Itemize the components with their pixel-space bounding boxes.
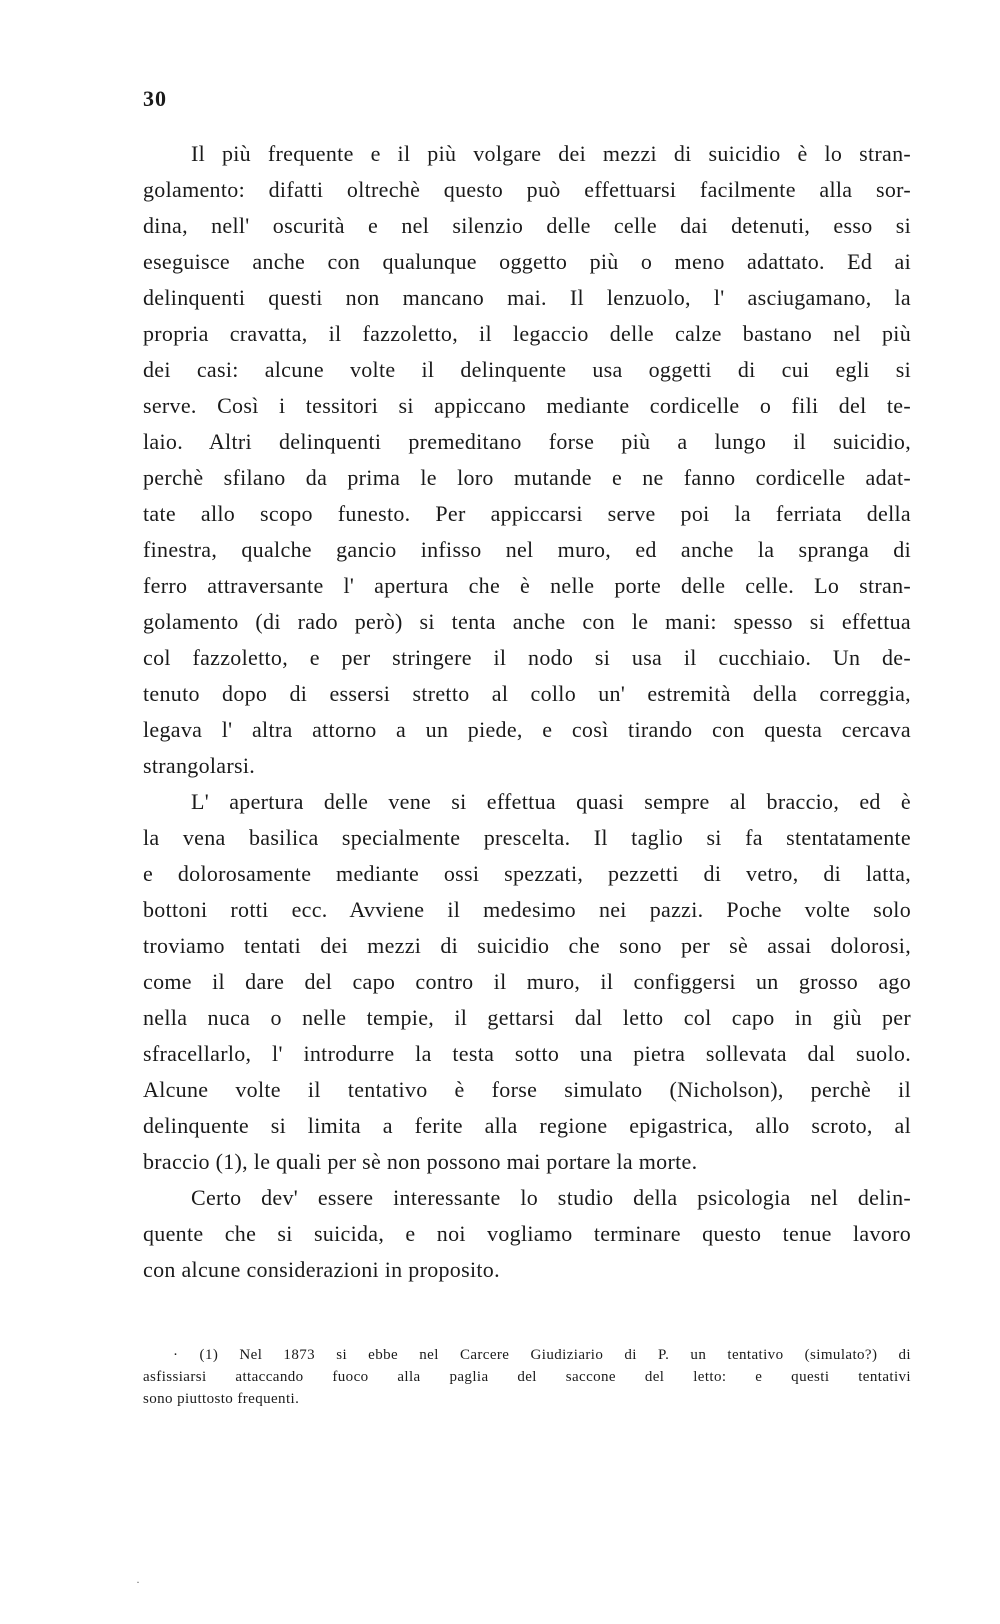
text-line: tenuto dopo di essersi stretto al collo un' estremità della correggia,: [143, 681, 911, 706]
text-line: Certo dev' essere interessante lo studio della psicologia nel delin-: [191, 1185, 911, 1210]
footnote-line: sono piuttosto frequenti.: [143, 1391, 300, 1407]
text-line: con alcune considerazioni in proposito.: [143, 1257, 500, 1282]
text-line: serve. Così i tessitori si appiccano mediante cordicelle o fili del te-: [143, 393, 911, 418]
text-line: laio. Altri delinquenti premeditano forse più a lungo il suicidio,: [143, 429, 911, 454]
text-line: bottoni rotti ecc. Avviene il medesimo nei pazzi. Poche volte solo: [143, 897, 911, 922]
text-line: perchè sfilano da prima le loro mutande e ne fanno cordicelle adat-: [143, 465, 911, 490]
text-line: propria cravatta, il fazzoletto, il legaccio delle calze bastano nel più: [143, 321, 911, 346]
footnote-line: asfissiarsi attaccando fuoco alla paglia del saccone del letto: e questi tentativi: [143, 1369, 911, 1385]
text-line: braccio (1), le quali per sè non possono mai portare la morte.: [143, 1149, 698, 1174]
text-line: come il dare del capo contro il muro, il configgersi un grosso ago: [143, 969, 911, 994]
text-line: nella nuca o nelle tempie, il gettarsi dal letto col capo in giù per: [143, 1005, 911, 1030]
text-line: tate allo scopo funesto. Per appiccarsi serve poi la ferriata della: [143, 501, 911, 526]
text-line: golamento: difatti oltrechè questo può effettuarsi facilmente alla sor-: [143, 177, 911, 202]
text-line: golamento (di rado però) si tenta anche con le mani: spesso si effettua: [143, 609, 911, 634]
page-number: 30: [143, 86, 167, 111]
body-text: [143, 136, 911, 1288]
text-line: finestra, qualche gancio infisso nel muro, ed anche la spranga di: [143, 537, 911, 562]
text-line: la vena basilica specialmente prescelta. Il taglio si fa stentatamente: [143, 825, 911, 850]
text-line: troviamo tentati dei mezzi di suicidio che sono per sè assai dolorosi,: [143, 933, 911, 958]
text-line: delinquenti questi non mancano mai. Il lenzuolo, l' asciugamano, la: [143, 285, 911, 310]
text-line: eseguisce anche con qualunque oggetto più o meno adattato. Ed ai: [143, 249, 911, 274]
text-line: Alcune volte il tentativo è forse simulato (Nicholson), perchè il: [143, 1077, 911, 1102]
text-line: Il più frequente e il più volgare dei mezzi di suicidio è lo stran-: [191, 141, 911, 166]
text-line: quente che si suicida, e noi vogliamo terminare questo tenue lavoro: [143, 1221, 911, 1246]
text-line: legava l' altra attorno a un piede, e così tirando con questa cercava: [143, 717, 911, 742]
footnote: [143, 1344, 911, 1410]
text-line: strangolarsi.: [143, 753, 256, 778]
scan-speck: ·: [136, 1575, 140, 1589]
footnote-line: · (1) Nel 1873 si ebbe nel Carcere Giudiziario di P. un tentativo (simulato?) di: [173, 1347, 911, 1363]
text-line: e dolorosamente mediante ossi spezzati, pezzetti di vetro, di latta,: [143, 861, 911, 886]
text-line: L' apertura delle vene si effettua quasi sempre al braccio, ed è: [191, 789, 911, 814]
text-line: dina, nell' oscurità e nel silenzio delle celle dai detenuti, esso si: [143, 213, 911, 238]
text-line: delinquente si limita a ferite alla regione epigastrica, allo scroto, al: [143, 1113, 911, 1138]
text-line: ferro attraversante l' apertura che è nelle porte delle celle. Lo stran-: [143, 573, 911, 598]
text-line: col fazzoletto, e per stringere il nodo si usa il cucchiaio. Un de-: [143, 645, 911, 670]
text-line: dei casi: alcune volte il delinquente usa oggetti di cui egli si: [143, 357, 911, 382]
text-line: sfracellarlo, l' introdurre la testa sotto una pietra sollevata dal suolo.: [143, 1041, 911, 1066]
